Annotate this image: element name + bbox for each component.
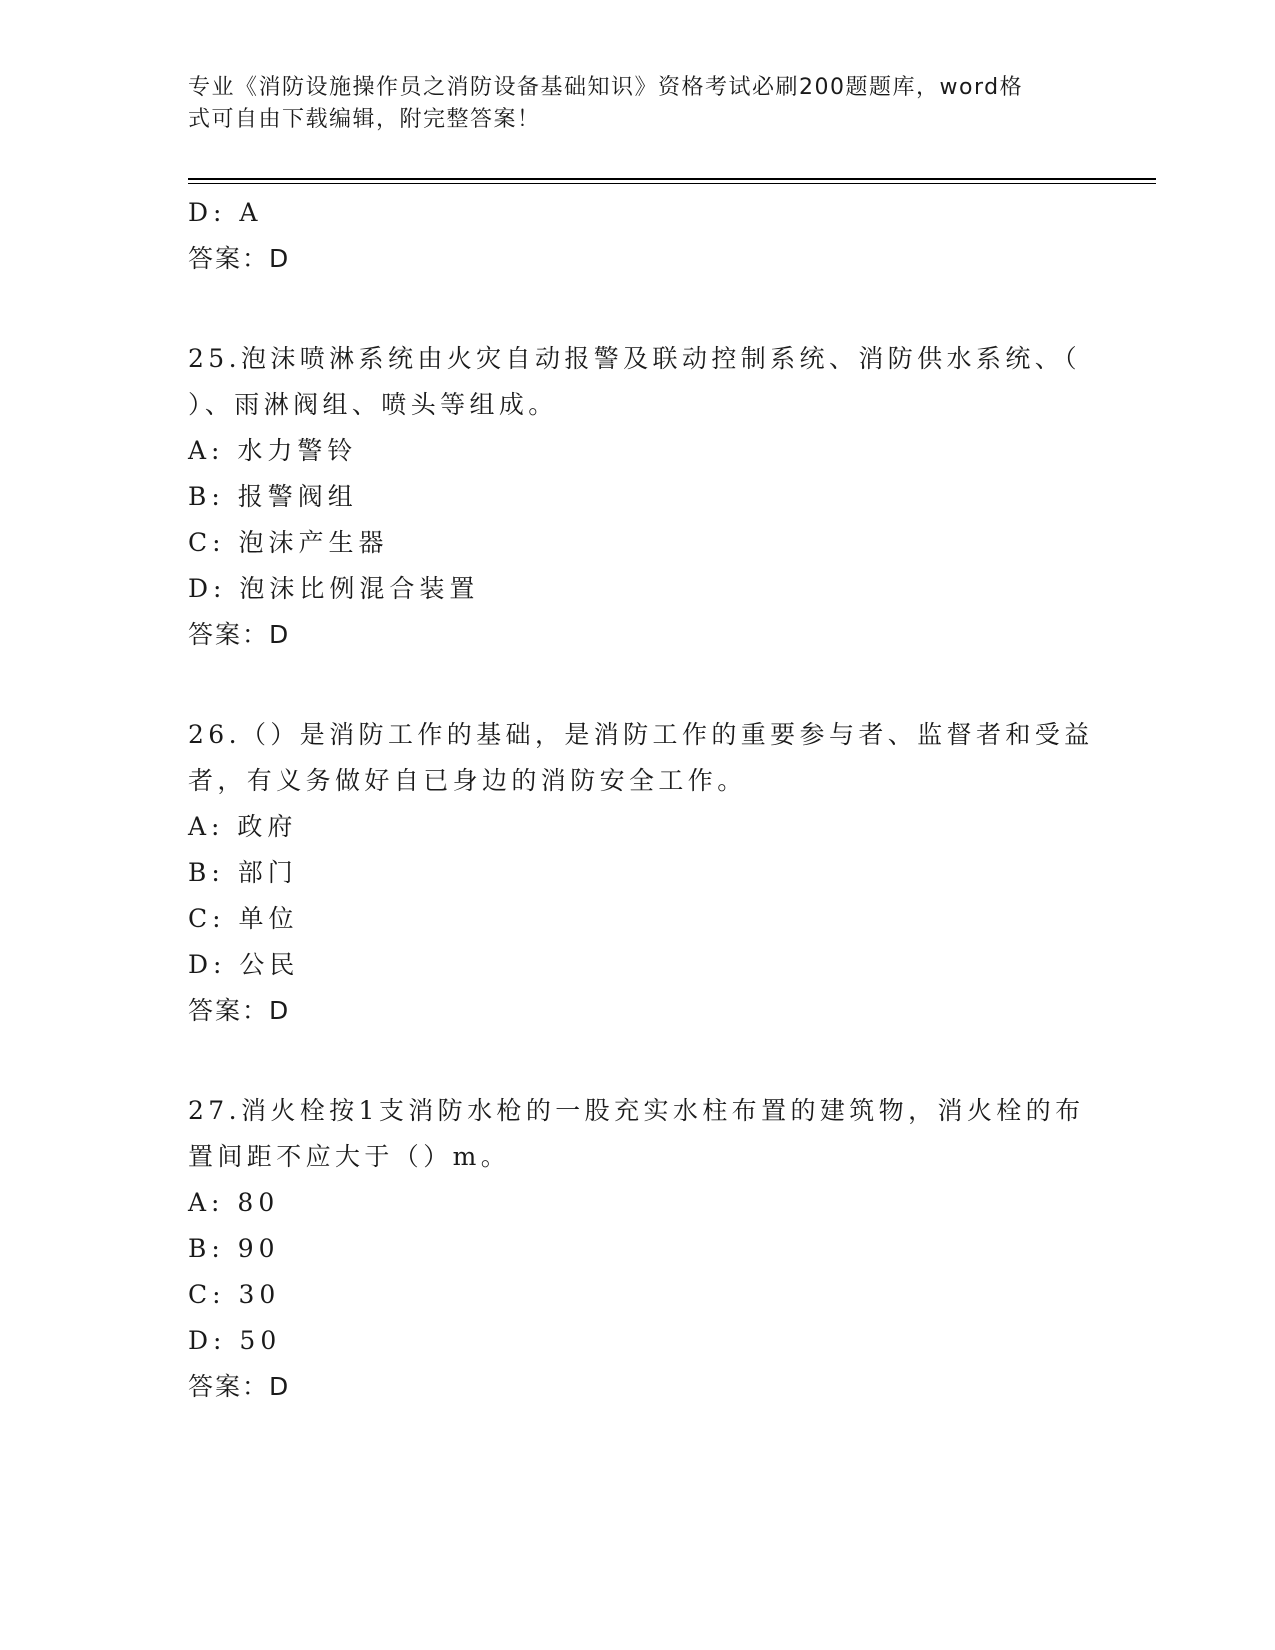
document-header — [188, 72, 1088, 136]
question-stem-line: ）、雨淋阀组、喷头等组成。 — [188, 390, 558, 419]
question-stem-line: 25.泡沫喷淋系统由火灾自动报警及联动控制系统、消防供水系统、（ — [188, 344, 1082, 373]
option-a: A: 水力警铃 — [188, 436, 358, 465]
option-c: C: 单位 — [188, 904, 299, 933]
header-divider-thin — [188, 183, 1156, 184]
question-list — [188, 190, 1094, 1410]
option-d: D: 公民 — [188, 950, 300, 979]
question-stem — [188, 336, 1088, 428]
question-25 — [188, 336, 1088, 658]
question-stem — [188, 1088, 1088, 1180]
option-c: C: 30 — [188, 1280, 281, 1309]
answer-line: 答案：D — [188, 996, 291, 1025]
option-b: B: 部门 — [188, 858, 298, 887]
question-stem-line: 者，有义务做好自已身边的消防安全工作。 — [188, 766, 747, 795]
question-26 — [188, 712, 1094, 1034]
option-d: D: A — [188, 198, 263, 227]
header-line-2: 式可自由下载编辑，附完整答案！ — [188, 107, 541, 132]
question-stem-line: 27.消火栓按1支消防水枪的一股充实水柱布置的建筑物，消火栓的布 — [188, 1096, 1085, 1125]
question-stem-line: 置间距不应大于（）m。 — [188, 1142, 511, 1171]
option-d: D: 50 — [188, 1326, 282, 1355]
option-b: B: 90 — [188, 1234, 280, 1263]
previous-question-tail — [188, 190, 1088, 282]
option-d: D: 泡沫比例混合装置 — [188, 574, 480, 603]
option-a: A: 政府 — [188, 812, 298, 841]
option-c: C: 泡沫产生器 — [188, 528, 389, 557]
header-divider-thick — [188, 178, 1156, 180]
answer-line: 答案：D — [188, 620, 291, 649]
question-27 — [188, 1088, 1088, 1410]
option-b: B: 报警阀组 — [188, 482, 358, 511]
answer-line: 答案：D — [188, 244, 291, 273]
question-stem-line: 26.（）是消防工作的基础，是消防工作的重要参与者、监督者和受益 — [188, 720, 1094, 749]
answer-line: 答案：D — [188, 1372, 291, 1401]
header-line-1: 专业《消防设施操作员之消防设备基础知识》资格考试必刷200题题库，word格 — [188, 75, 1024, 100]
option-a: A: 80 — [188, 1188, 280, 1217]
question-stem — [188, 712, 1094, 804]
